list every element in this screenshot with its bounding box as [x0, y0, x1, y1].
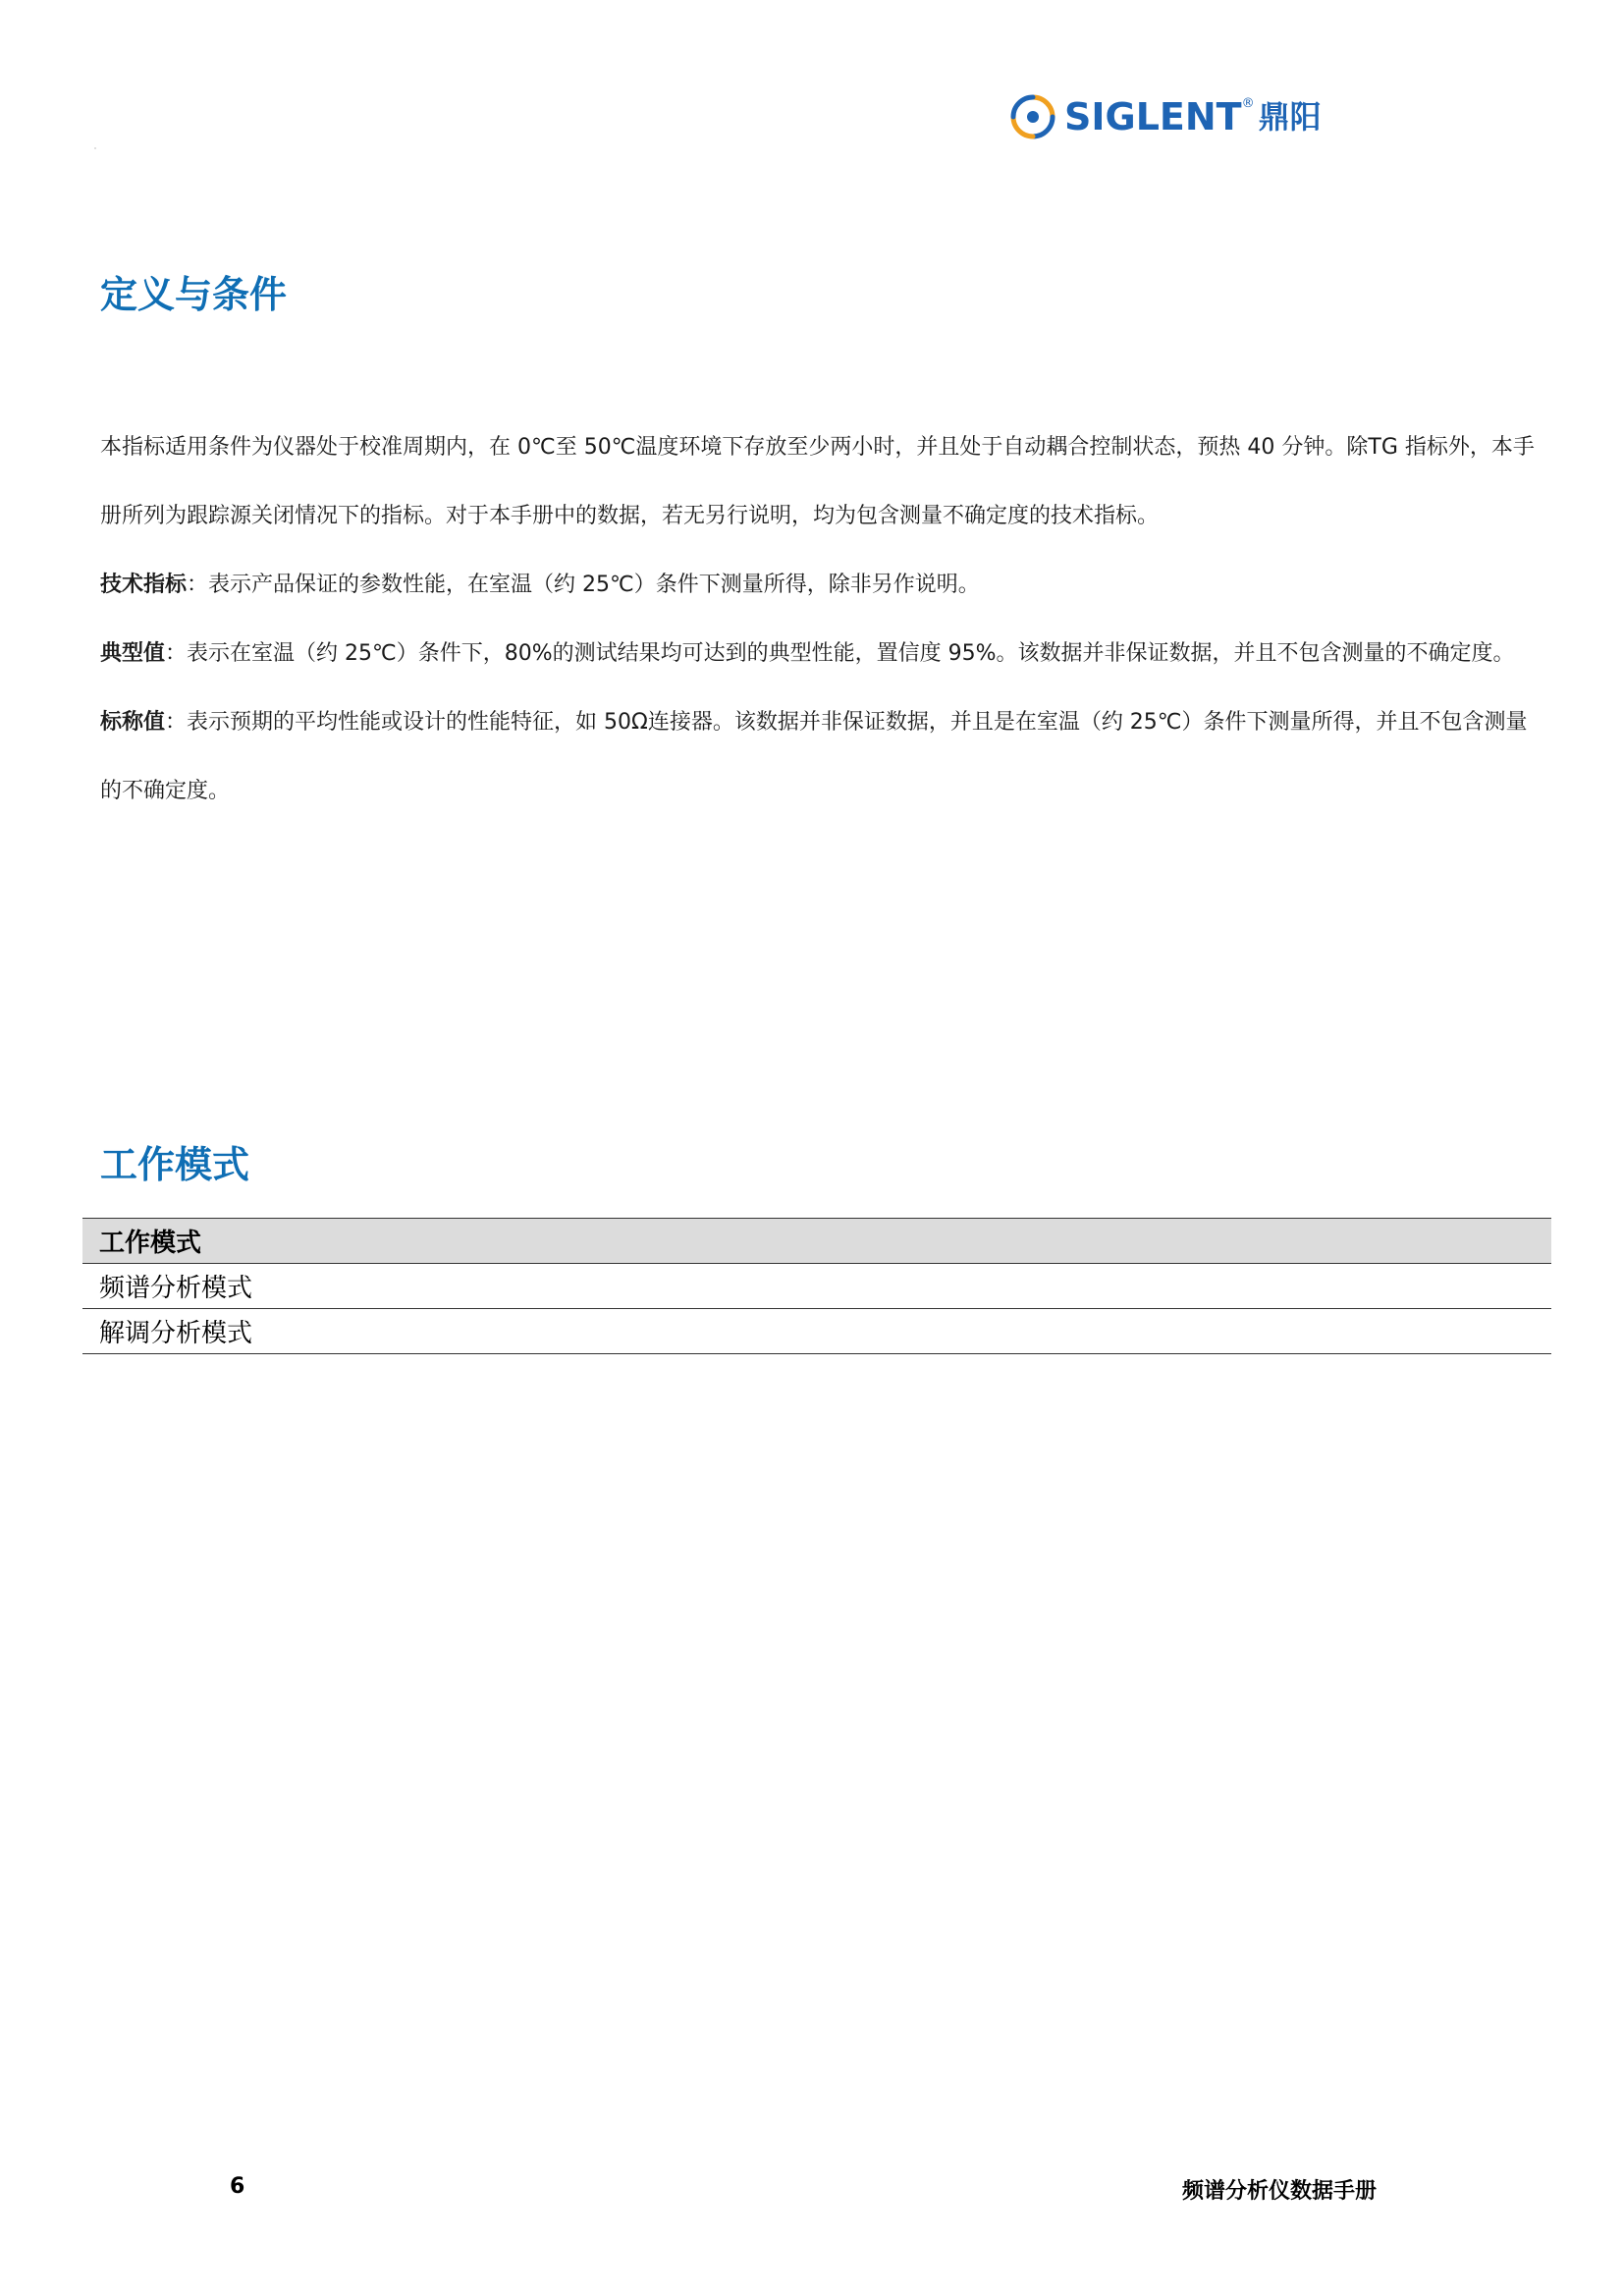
- spec-label: 技术指标: [100, 573, 188, 597]
- table-row: [82, 1309, 1551, 1354]
- registered-mark: ®: [1241, 96, 1255, 111]
- page-number: 6: [230, 2174, 245, 2199]
- typical-text: ：表示在室温（约 25℃）条件下，80%的测试结果均可达到的典型性能，置信度 95%。该数据并非保证数据，并且不包含测量的不确定度。: [165, 641, 1515, 666]
- spec-text: ：表示产品保证的参数性能，在室温（约 25℃）条件下测量所得，除非另作说明。: [187, 573, 980, 597]
- nominal-definition: [100, 688, 1543, 826]
- conditions-paragraph: 本指标适用条件为仪器处于校准周期内，在 0℃至 50℃温度环境下存放至少两小时，并且处于自动耦合控制状态，预热 40 分钟。除TG 指标外，本手册所列为跟踪源关闭情况下的指标。对于本手册中的数据，若无另行说明，均为包含测量不确定度的技术指标。: [100, 435, 1535, 528]
- siglent-logo-icon: [1009, 93, 1056, 140]
- typical-label: 典型值: [100, 641, 166, 666]
- table-row: [82, 1264, 1551, 1309]
- brand-name-cn: 鼎阳: [1258, 98, 1322, 136]
- table-header-row: [82, 1219, 1551, 1264]
- section-title-modes: 工作模式: [100, 1143, 250, 1186]
- typical-definition: [100, 620, 1543, 688]
- siglent-logo: [1009, 90, 1322, 143]
- nominal-label: 标称值: [100, 710, 166, 735]
- table-header-cell: 工作模式: [82, 1219, 1551, 1264]
- section-title-definitions: 定义与条件: [100, 273, 288, 316]
- spec-definition: [100, 551, 1543, 620]
- page-mark: [94, 147, 96, 149]
- footer-doc-title: 频谱分析仪数据手册: [1182, 2179, 1378, 2204]
- modes-table: [82, 1218, 1551, 1354]
- nominal-text: ：表示预期的平均性能或设计的性能特征，如 50Ω连接器。该数据并非保证数据，并且是在室温（约 25℃）条件下测量所得，并且不包含测量的不确定度。: [100, 710, 1528, 803]
- brand-name: SIGLENT: [1064, 95, 1242, 138]
- table-cell: 解调分析模式: [82, 1309, 1551, 1354]
- table-cell: 频谱分析模式: [82, 1264, 1551, 1309]
- definitions-body: [100, 413, 1543, 826]
